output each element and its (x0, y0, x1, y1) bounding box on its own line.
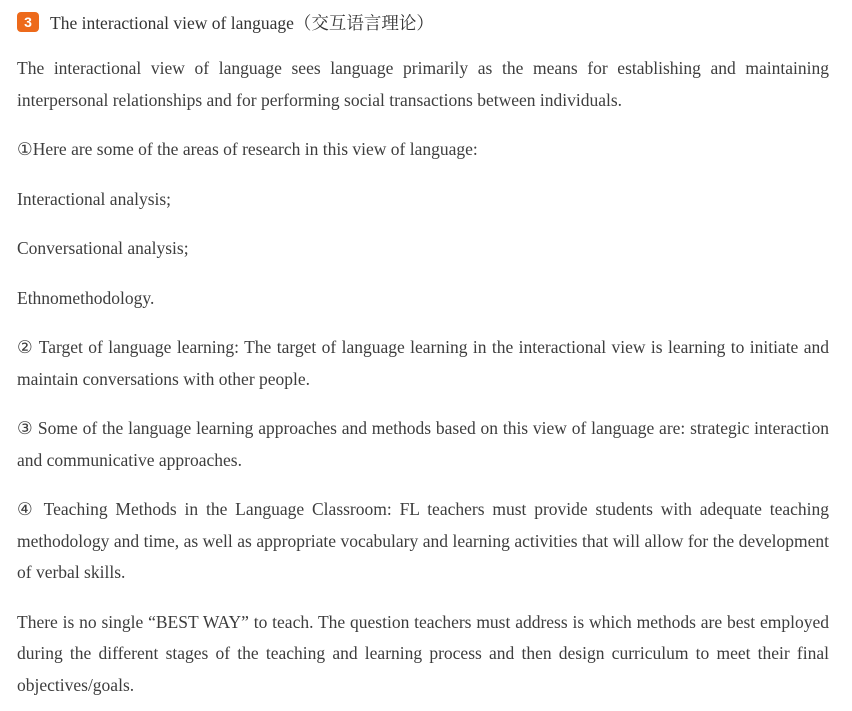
paragraph: ④ Teaching Methods in the Language Classroom: FL teachers must provide students with adequate teaching methodology and time, as well as appropriate vocabulary and learning activities that will allow for the development of verbal skills. (17, 499, 829, 582)
section-number-badge: 3 (17, 12, 39, 32)
paragraph: The interactional view of language sees language primarily as the means for establishing and maintaining interpersonal relationships and for performing social transactions between individuals. (17, 58, 829, 110)
paragraph: Interactional analysis; (17, 188, 172, 209)
paragraph: There is no single “BEST WAY” to teach. The question teachers must address is which methods are best employed during the different stages of the teaching and learning process and then design curriculum to meet their final objectives/goals. (17, 611, 829, 695)
section-header (17, 10, 829, 34)
paragraph: Conversational analysis; (17, 238, 189, 258)
document-body (17, 53, 829, 701)
paragraph: ② Target of language learning: The target of language learning in the interactional view is learning to initiate and maintain conversations with other people. (17, 337, 829, 389)
section-title: The interactional view of language（交互语言理论） (50, 12, 434, 33)
paragraph: ③ Some of the language learning approaches and methods based on this view of language are: strategic interaction and communicative approaches. (17, 418, 829, 470)
paragraph: Ethnomethodology. (17, 287, 155, 308)
paragraph: ①Here are some of the areas of research in this view of language: (17, 139, 478, 159)
